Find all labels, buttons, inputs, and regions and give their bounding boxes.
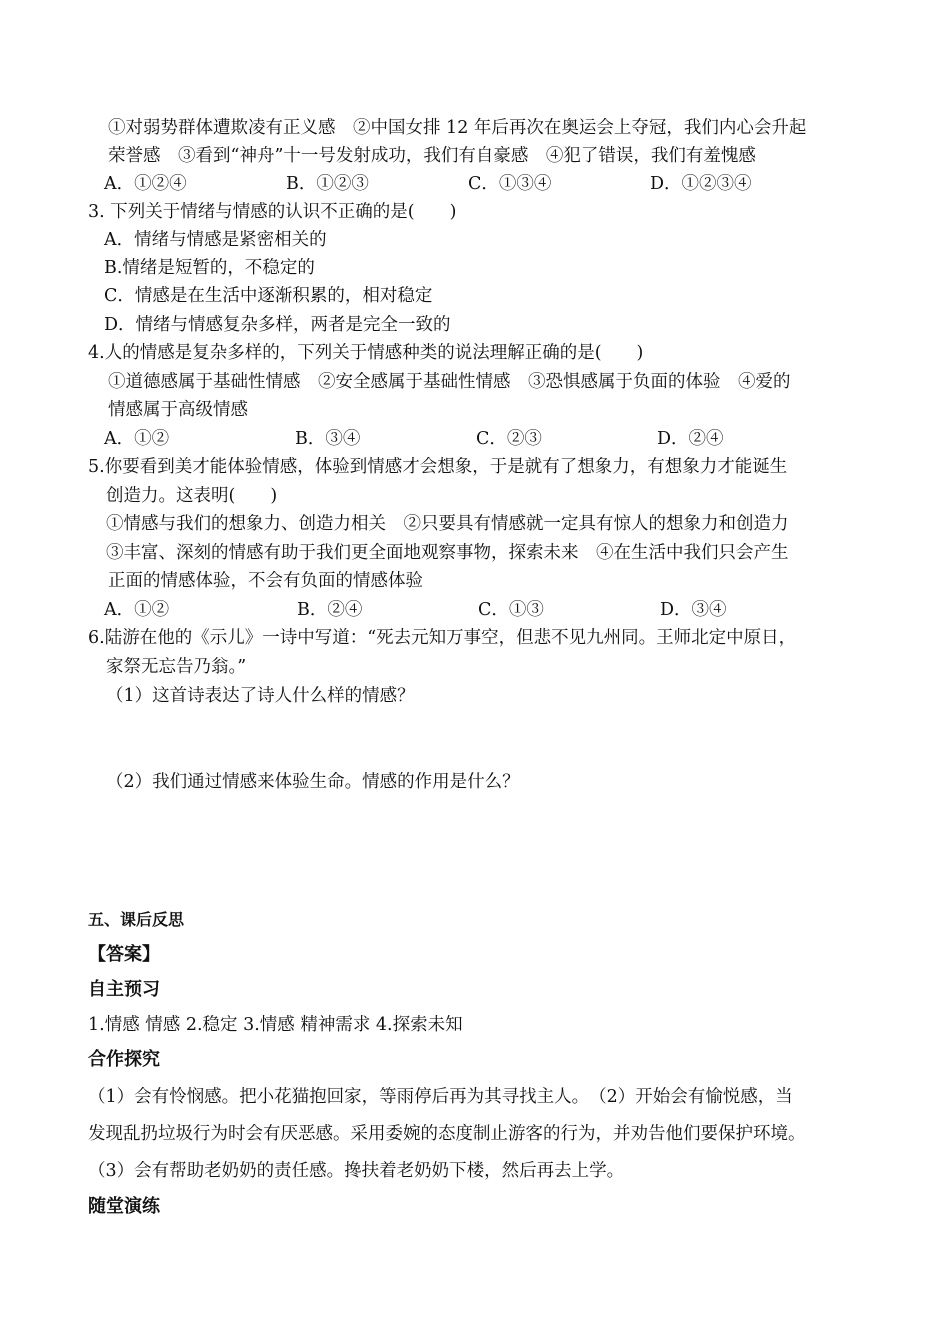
q3-option-a: A．情绪与情感是紧密相关的 <box>104 230 327 250</box>
q4-option-c: C．②③ <box>476 429 542 449</box>
q3-option-d: D．情绪与情感复杂多样，两者是完全一致的 <box>104 315 451 335</box>
q5-option-a: A．①② <box>104 600 170 620</box>
q2-option-c: C．①③④ <box>468 174 552 194</box>
q4-stem: 4.人的情感是复杂多样的，下列关于情感种类的说法理解正确的是( ) <box>88 343 644 363</box>
cooperation-answer-line-1: （1）会有怜悯感。把小花猫抱回家，等雨停后再为其寻找主人。 （2）开始会有愉悦感，当 <box>88 1087 793 1107</box>
q5-option-c: C．①③ <box>478 600 544 620</box>
q4-statement-line-1: ①道德感属于基础性情感 ②安全感属于基础性情感 ③恐惧感属于负面的体验 ④爱的 <box>108 372 791 392</box>
cooperation-heading: 合作探究 <box>88 1049 160 1070</box>
q2-option-b: B．①②③ <box>286 174 369 194</box>
q2-statement-line-1: ①对弱势群体遭欺凌有正义感 ②中国女排 12 年后再次在奥运会上夺冠，我们内心会升起 <box>108 118 807 138</box>
section-5-title: 五、课后反思 <box>88 910 185 929</box>
practice-heading: 随堂演练 <box>88 1196 160 1217</box>
q6-subquestion-2: （2）我们通过情感来体验生命。情感的作用是什么？ <box>106 772 520 792</box>
q5-statement-line-3: 正面的情感体验，不会有负面的情感体验 <box>108 571 423 591</box>
q4-statement-line-2: 情感属于高级情感 <box>108 400 248 420</box>
q2-option-a: A．①②④ <box>104 174 187 194</box>
preview-heading: 自主预习 <box>88 979 160 1000</box>
q2-option-d: D．①②③④ <box>650 174 752 194</box>
q3-stem: 3. 下列关于情绪与情感的认识不正确的是( ) <box>88 202 457 222</box>
preview-answers: 1.情感 情感 2.稳定 3.情感 精神需求 4.探索未知 <box>88 1015 463 1035</box>
q6-stem-line-2: 家祭无忘告乃翁。” <box>106 657 247 677</box>
q4-option-b: B．③④ <box>295 429 361 449</box>
q3-option-c: C．情感是在生活中逐渐积累的，相对稳定 <box>104 286 433 306</box>
q6-subquestion-1: （1）这首诗表达了诗人什么样的情感？ <box>106 686 415 706</box>
cooperation-answer-line-3: （3）会有帮助老奶奶的责任感。搀扶着老奶奶下楼，然后再去上学。 <box>88 1161 625 1181</box>
answer-heading: 【答案】 <box>88 944 160 965</box>
q2-statement-line-2: 荣誉感 ③看到“神舟”十一号发射成功，我们有自豪感 ④犯了错误，我们有羞愧感 <box>108 146 756 166</box>
q5-option-d: D．③④ <box>660 600 727 620</box>
cooperation-answer-line-2: 发现乱扔垃圾行为时会有厌恶感。采用委婉的态度制止游客的行为，并劝告他们要保护环境。 <box>88 1124 806 1144</box>
q5-stem-line-1: 5.你要看到美才能体验情感，体验到情感才会想象，于是就有了想象力，有想象力才能诞生 <box>88 457 788 477</box>
q5-stem-line-2: 创造力。这表明( ) <box>106 486 278 506</box>
q4-option-d: D．②④ <box>657 429 724 449</box>
q6-stem-line-1: 6.陆游在他的《示儿》一诗中写道：“死去元知万事空，但悲不见九州同。王师北定中原日， <box>88 628 797 648</box>
q4-option-a: A．①② <box>104 429 170 449</box>
q5-statement-line-2: ③丰富、深刻的情感有助于我们更全面地观察事物，探索未来 ④在生活中我们只会产生 <box>106 543 789 563</box>
q5-option-b: B．②④ <box>297 600 363 620</box>
q5-statement-line-1: ①情感与我们的想象力、创造力相关 ②只要具有情感就一定具有惊人的想象力和创造力 <box>106 514 789 534</box>
q3-option-b: B.情绪是短暂的，不稳定的 <box>104 258 315 278</box>
